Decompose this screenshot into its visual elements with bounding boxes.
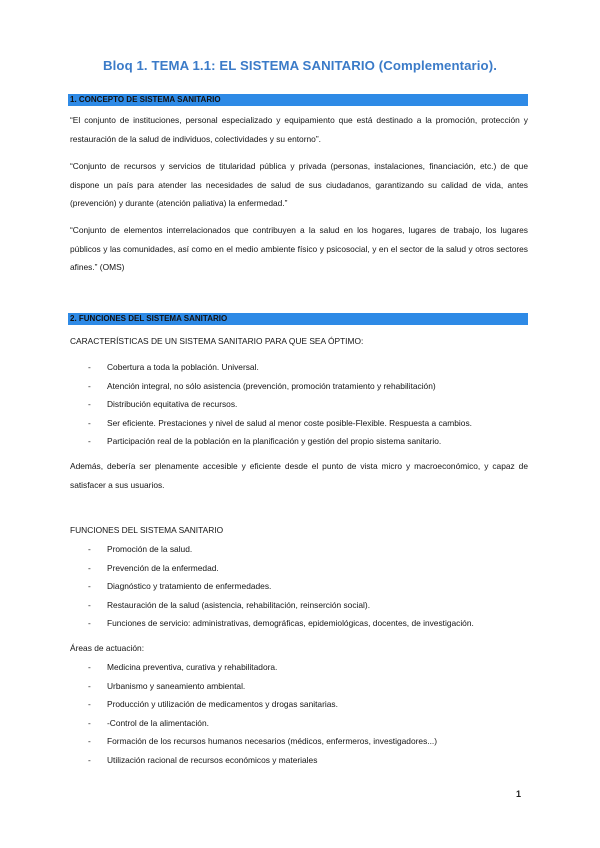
list-dash: -	[88, 562, 91, 573]
section-1-heading: 1. CONCEPTO DE SISTEMA SANITARIO	[70, 95, 221, 104]
section-1-header	[68, 94, 528, 106]
list-dash: -	[88, 362, 91, 372]
page-number: 1	[516, 789, 522, 799]
list-dash: -	[88, 754, 91, 765]
list-dash: -	[88, 736, 91, 747]
definition-paragraph-3: “Conjunto de elementos interrelacionados que contribuyen a la salud en los hogares, lugares de trabajo, los lugares públicos y las comunidades, así como en el medio ambiente físico y psicosocial, y en el sector de la salud y otros sectores afines.” (OMS)	[70, 225, 528, 273]
definition-paragraph-2: “Conjunto de recursos y servicios de titularidad pública y privada (personas, instalaciones, financiación, etc.) de que dispone un país para atender las necesidades de salud de sus ciudadanos, garantizando su calidad de vida, antes (prevención) y durante (atención paliativa) la enfermedad.”	[70, 161, 528, 209]
section-2-header	[68, 313, 528, 325]
list-dash: -	[88, 544, 91, 554]
document-page: Bloq 1. TEMA 1.1: EL SISTEMA SANITARIO (Complementario). 1. CONCEPTO DE SISTEMA SANITARIO “El conjunto de instituciones, personal especializado y equipamiento que está destinado a la promoción, protección y restauración de la salud de individuos, colectividades y su entorno”. “Conjunto de recursos y servicios de titularidad pública y privada (personas, instalaciones, financiación, etc.) de que dispone un país para atender las necesidades de salud de sus ciudadanos, garantizando su calidad de vida, antes (prevención) y durante (atención paliativa) la enfermedad.” “Conjunto de elementos interrelacionados que contribuyen a la salud en los hogares, lugares de trabajo, los lugares públicos y las comunidades, así como en el medio ambiente físico y psicosocial, y en el sector de la salud y otros sectores afines.” (OMS) 2. FUNCIONES DEL SISTEMA SANITARIO CARACTERÍSTICAS DE UN SISTEMA SANITARIO PARA QUE SEA ÓPTIMO: - Cobertura a toda la población. Universal. - Atención integral, no sólo asistencia (prevención, promoción tratamiento y rehabilitación) - Distribución equitativa de recursos. - Ser eficiente. Prestaciones y nivel de salud al menor coste posible-Flexible. Respuesta a cambios. - Participación real de la población en la planificación y gestión del propio sistema sanitario. Además, debería ser plenamente accesible y eficiente desde el punto de vista micro y macroeconómico, y capaz de satisfacer a sus usuarios. FUNCIONES DEL SISTEMA SANITARIO - Promoción de la salud. - Prevención de la enfermedad. - Diagnóstico y tratamiento de enfermedades. - Restauración de la salud (asistencia, rehabilitación, reinserción social). - Funciones de servicio: administrativas, demográficas, epidemiológicas, docentes, de investigación. Áreas de actuación: - Medicina preventiva, curativa y rehabilitadora. - Urbanismo y saneamiento ambiental. - Producción y utilización de medicamentos y drogas sanitarias. - -Control de la alimentación. - Formación de los recursos humanos necesarios (médicos, enfermeros, investigadores...) - Utilización racional de recursos económicos y materiales 1	[0, 0, 600, 848]
list-dash: -	[88, 399, 91, 410]
list-dash: -	[88, 436, 91, 447]
list-dash: -	[88, 680, 91, 691]
list-dash: -	[88, 699, 91, 710]
list-dash: -	[88, 662, 91, 672]
areas-heading: Áreas de actuación:	[70, 643, 145, 653]
list-dash: -	[88, 380, 91, 391]
list-dash: -	[88, 417, 91, 428]
section-2-heading: 2. FUNCIONES DEL SISTEMA SANITARIO	[70, 314, 228, 323]
definition-paragraph-1: “El conjunto de instituciones, personal especializado y equipamiento que está destinado a la promoción, protección y restauración de la salud de individuos, colectividades y su entorno”.	[70, 115, 528, 144]
functions-heading: FUNCIONES DEL SISTEMA SANITARIO	[70, 525, 224, 535]
additional-paragraph: Además, debería ser plenamente accesible y eficiente desde el punto de vista micro y macroeconómico, y capaz de satisfacer a sus usuarios.	[70, 461, 528, 490]
list-dash: -	[88, 618, 91, 629]
document-title: Bloq 1. TEMA 1.1: EL SISTEMA SANITARIO (Complementario).	[103, 58, 497, 73]
list-dash: -	[88, 581, 91, 592]
list-dash: -	[88, 717, 91, 728]
characteristics-heading: CARACTERÍSTICAS DE UN SISTEMA SANITARIO PARA QUE SEA ÓPTIMO:	[70, 336, 364, 346]
list-dash: -	[88, 599, 91, 610]
